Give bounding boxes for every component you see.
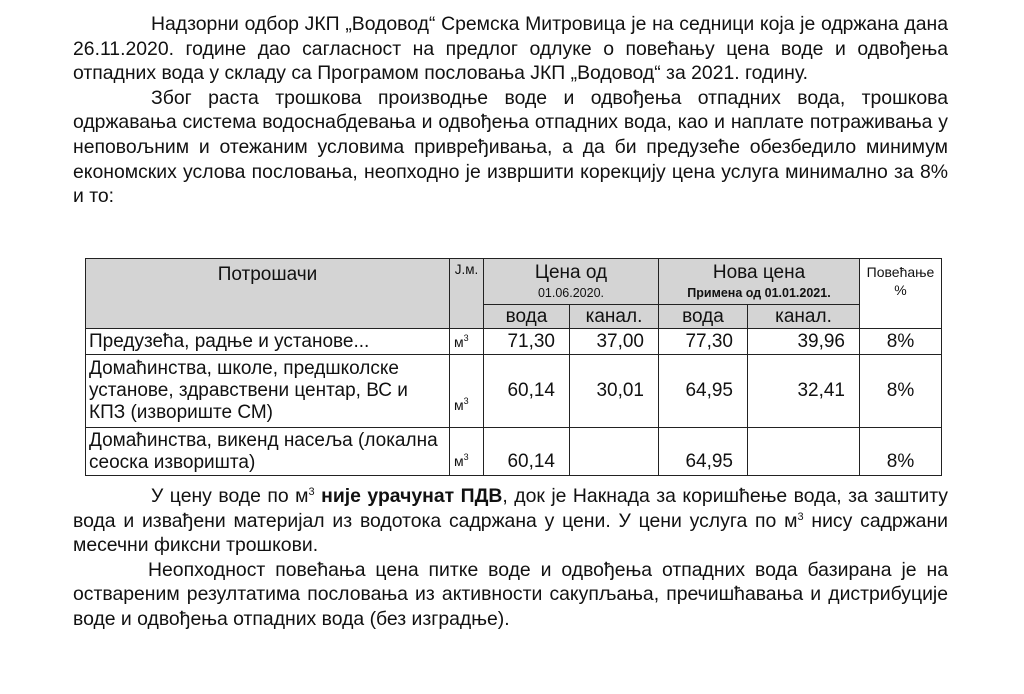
row-new-water: 77,30 [659,329,748,355]
unit-sup: 3 [463,396,469,406]
document-body [73,12,948,209]
row-new-water: 64,95 [659,355,748,428]
header-old-water: вода [484,305,570,329]
header-new-price-label: Нова цена [712,262,806,283]
row-new-sewer [748,428,860,476]
table-row [86,355,942,428]
row-new-water: 64,95 [659,428,748,476]
vat-bold: није урачунат ПДВ [321,485,503,507]
vat-sup-2: 3 [797,510,804,523]
header-new-sewer: канал. [748,305,860,329]
row-consumer: Предузећа, радње и установе... [86,329,450,355]
header-increase [860,259,942,329]
row-unit [450,329,484,355]
row-new-sewer: 39,96 [748,329,860,355]
row-consumer: Домаћинства, школе, предшколске установе, здравствени центар, ВС и КПЗ (извориште СМ) [86,355,450,428]
row-unit [450,355,484,428]
header-unit: Ј.м. [450,259,484,329]
unit-text: м [454,334,464,350]
header-old-price [484,259,659,305]
table-row [86,428,942,476]
paragraph-vat-note [73,484,948,558]
unit-sup: 3 [463,452,469,462]
row-increase: 8% [860,329,942,355]
header-new-price-date: Примена од 01.01.2021. [687,286,831,300]
row-old-sewer: 30,01 [570,355,659,428]
paragraph-necessity: Неопходност повећања цена питке воде и одвођења отпадних вода базирана је на оствареним резултатима пословања из активности сакупљања, пречишћавања и дистрибуције воде и одвођења отпадних вода (без изградње). [73,558,948,630]
vat-text-b: , док је Накнада за коришћење вода, за заштиту вода и извађени материјал из водотока садржана у цени. У цени услуга по м [73,485,948,532]
header-old-price-date: 01.06.2020. [537,286,605,300]
row-old-water: 60,14 [484,355,570,428]
header-increase-percent: % [894,282,907,298]
header-new-water: вода [659,305,748,329]
unit-sup: 3 [463,333,469,343]
row-old-water: 60,14 [484,428,570,476]
vat-text-c: нису садржани месечни фиксни трошкови. [73,509,948,557]
paragraph-board-approval: Надзорни одбор ЈКП „Водовод“ Сремска Митровица је на седници која је одржана дана 26.11.2020. године дао сагласност на предлог одлуке о повећању цена воде и одвођења отпадних вода у складу са Програмом пословања ЈКП „Водовод“ за 2021. годину. [73,13,948,85]
header-increase-label: Повећање [866,264,935,280]
vat-sup: 3 [308,486,315,498]
unit-text: м [454,453,464,469]
unit-text: м [454,397,464,413]
header-new-price [659,259,860,305]
row-consumer: Домаћинства, викенд насеља (локална сеоска изворишта) [86,428,450,476]
header-old-sewer: канал. [570,305,659,329]
vat-text-a: У цену воде по м [151,485,309,507]
table-row [86,329,942,355]
paragraph-cost-growth: Због раста трошкова производње воде и одвођења отпадних вода, трошкова одржавања система водоснабдевања и одвођења отпадних вода, као и наплате потраживања у неповољним и отежаним условима привређивања, а да би предузеће обезбедило минимум економских услова пословања, неопходно је извршити корекцију цена услуга минимално за 8% и то: [73,86,948,208]
row-new-sewer: 32,41 [748,355,860,428]
row-increase: 8% [860,428,942,476]
row-old-sewer: 37,00 [570,329,659,355]
row-old-water: 71,30 [484,329,570,355]
row-old-sewer [570,428,659,476]
header-consumers: Потрошачи [86,259,450,329]
row-unit [450,428,484,476]
price-table [85,258,942,476]
row-increase: 8% [860,355,942,428]
header-old-price-label: Цена од [534,262,608,283]
document-body-continued [73,484,948,632]
